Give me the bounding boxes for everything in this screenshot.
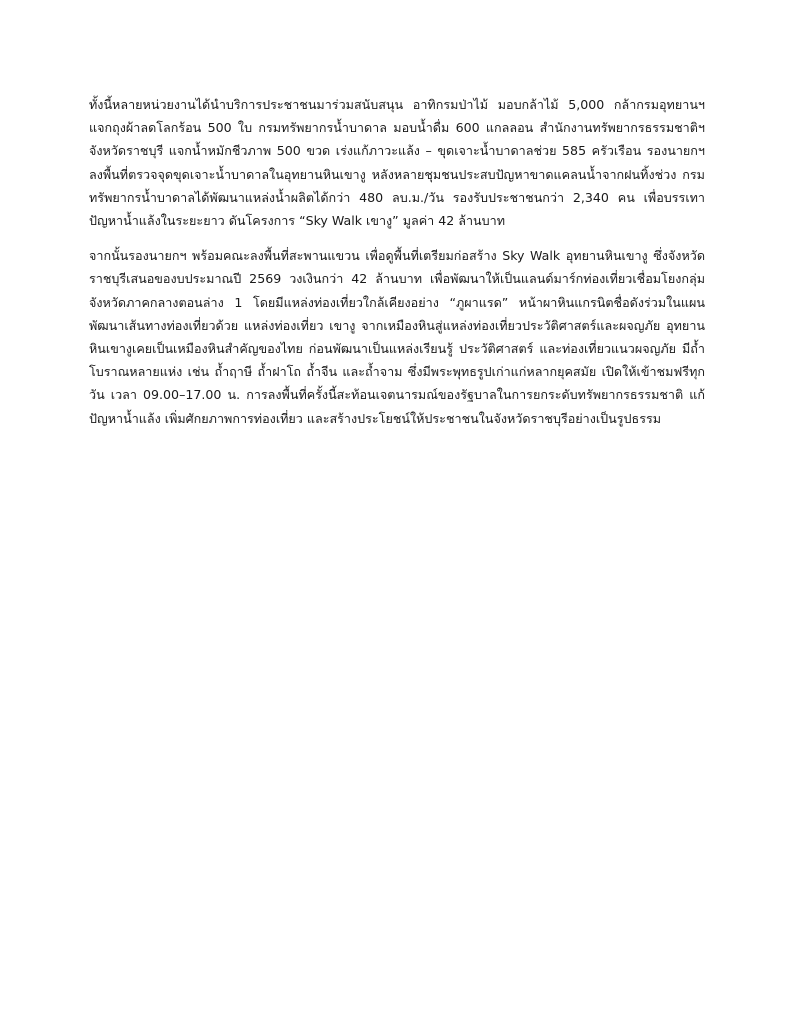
paragraph-1: ทั้งนี้หลายหน่วยงานได้นำบริการประชาชนมาร่วมสนับสนุน อาทิกรมป่าไม้ มอบกล้าไม้ 5,000 กล้ากรมอุทยานฯ แจกถุงผ้าลดโลกร้อน 500 ใบ กรมทรัพยากรน้ำบาดาล มอบน้ำดื่ม 600 แกลลอน สำนักงานทรัพยากรธรรมชาติฯ จังหวัดราชบุรี แจกน้ำหมักชีวภาพ 500 ขวด เร่งแก้ภาวะแล้ง – ขุดเจาะน้ำบาดาลช่วย 585 ครัวเรือน รองนายกฯ ลงพื้นที่ตรวจจุดขุดเจาะน้ำบาดาลในอุทยานหินเขางู หลังหลายชุมชนประสบปัญหาขาดแคลนน้ำจากฝนทิ้งช่วง กรมทรัพยากรน้ำบาดาลได้พัฒนาแหล่งน้ำผลิตได้กว่า 480 ลบ.ม./วัน รองรับประชาชนกว่า 2,340 คน เพื่อบรรเทาปัญหาน้ำแล้งในระยะยาว ดันโครงการ “Sky Walk เขางู” มูลค่า 42 ล้านบาท xyxy=(89,97,705,229)
paragraph-2: จากนั้นรองนายกฯ พร้อมคณะลงพื้นที่สะพานแขวน เพื่อดูพื้นที่เตรียมก่อสร้าง Sky Walk อุทยานหินเขางู ซึ่งจังหวัดราชบุรีเสนอของบประมาณปี 2569 วงเงินกว่า 42 ล้านบาท เพื่อพัฒนาให้เป็นแลนด์มาร์กท่องเที่ยวเชื่อมโยงกลุ่มจังหวัดภาคกลางตอนล่าง 1 โดยมีแหล่งท่องเที่ยวใกล้เคียงอย่าง “ภูผาแรด” หน้าผาหินแกรนิตชื่อดังร่วมในแผนพัฒนาเส้นทางท่องเที่ยวด้วย แหล่งท่องเที่ยว เขางู จากเหมืองหินสู่แหล่งท่องเที่ยวประวัติศาสตร์และผจญภัย อุทยานหินเขางูเคยเป็นเหมืองหินสำคัญของไทย ก่อนพัฒนาเป็นแหล่งเรียนรู้ ประวัติศาสตร์ และท่องเที่ยวแนวผจญภัย มีถ้ำโบราณหลายแห่ง เช่น ถ้ำฤาษี ถ้ำฝาโถ ถ้ำจีน และถ้ำจาม ซึ่งมีพระพุทธรูปเก่าแก่หลากยุคสมัย เปิดให้เข้าชมฟรีทุกวัน เวลา 09.00–17.00 น. การลงพื้นที่ครั้งนี้สะท้อนเจตนารมณ์ของรัฐบาลในการยกระดับทรัพยากรธรรมชาติ แก้ปัญหาน้ำแล้ง เพิ่มศักยภาพการท่องเที่ยว และสร้างประโยชน์ให้ประชาชนในจังหวัดราชบุรีอย่างเป็นรูปธรรม xyxy=(89,248,705,426)
document-body xyxy=(89,93,705,430)
